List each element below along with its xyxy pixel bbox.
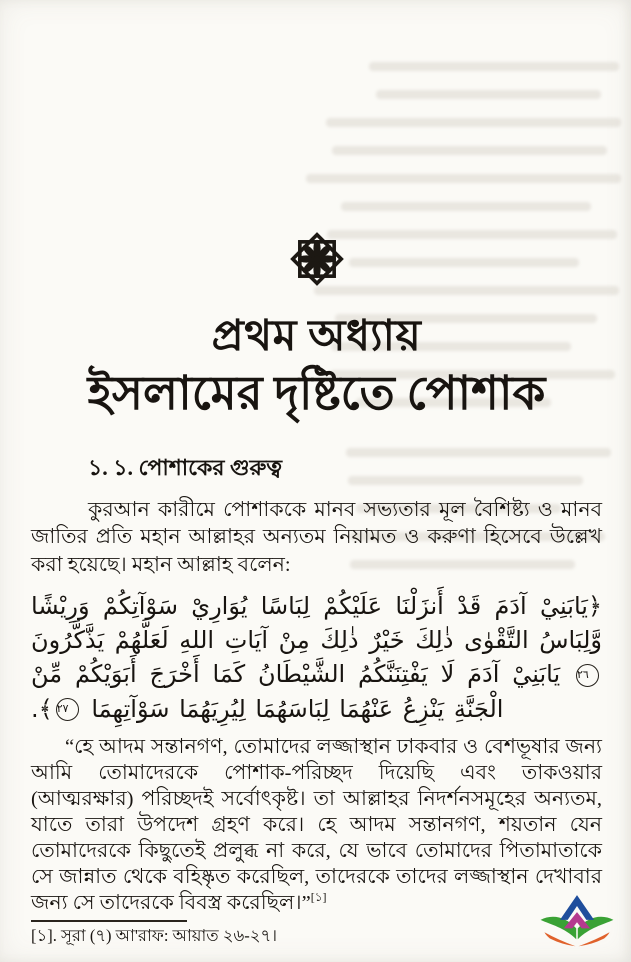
ayah-26-text: يَابَنِيْ آدَمَ قَدْ أَنزَلْنَا عَلَيْكُمْ لِبَاسًا يُوَارِيْ سَوْآتِكُمْ وَرِيْشًا وَّلِبَاسُ التَّقْوٰى ذٰلِكَ خَيْرٌ ذٰلِكَ مِنْ آيَاتِ اللهِ لَعَلَّهُمْ يَذَّكَّرُونَ <box>31 591 602 655</box>
verse-closing-bracket: ﴾. <box>31 694 53 723</box>
page-content <box>31 0 602 947</box>
chapter-ornament-star-icon <box>284 226 350 292</box>
ayah-27-marker: ٢٧ <box>56 698 79 721</box>
chapter-title: প্রথম অধ্যায় <box>211 313 422 360</box>
arabic-verse-block <box>31 589 602 726</box>
publisher-logo-icon <box>538 892 616 954</box>
intro-paragraph: কুরআন কারীমে পোশাককে মানব সভ্যতার মূল বৈশিষ্ট্য ও মানব জাতির প্রতি মহান আল্লাহর অন্যতম নিয়ামত ও করুণা হিসেবে উল্লেখ করা হয়েছে। মহান আল্লাহ বলেন: <box>31 499 602 576</box>
section-heading: ১. ১. পোশাকের গুরুত্ব <box>88 455 283 481</box>
footnote-text: [১]. সূরা (৭) আ'রাফ: আয়াত ২৬-২৭। <box>31 926 278 946</box>
translation-text: “হে আদম সন্তানগণ, তোমাদের লজ্জাস্থান ঢাকবার ও বেশভূষার জন্য আমি তোমাদেরকে পোশাক-পরিচ্ছদ দিয়েছি এবং তাকওয়ার (আত্মরক্ষার) পরিচ্ছদই সর্বোৎকৃষ্ট। তা আল্লাহর নিদর্শনসমূহের অন্যতম, যাতে তারা উপদেশ গ্রহণ করে। হে আদম সন্তানগণ, শয়তান যেন তোমাদেরকে কিছুতেই প্রলুব্ধ না করে, যে ভাবে তোমাদের পিতামাতাকে সে জান্নাত থেকে বহিষ্কৃত করেছিল, তাদেরকে তাদের লজ্জাস্থান দেখাবার জন্য সে তাদেরকে বিবস্ত্র করেছিল।” <box>31 736 602 915</box>
translation-paragraph <box>31 734 602 916</box>
footnote-reference: [১] <box>310 890 327 905</box>
ayah-26-marker: ٢٦ <box>576 664 599 687</box>
chapter-subtitle: ইসলামের দৃষ্টিতে পোশাক <box>87 368 546 421</box>
footnote-divider <box>31 920 187 922</box>
ayah-27-text: يَابَنِيْ آدَمَ لَا يَفْتِنَنَّكُمُ الشَّيْطَانُ كَمَا أَخْرَجَ أَبَوَيْكُمْ مِّنْ الْجَنَّةِ يَنْزِعُ عَنْهُمَا لِبَاسَهُمَا لِيُرِيَهُمَا سَوْآتِهِمَا <box>31 660 561 723</box>
verse-opening-bracket: ﴿ <box>587 591 602 620</box>
ornament-rosette <box>297 240 335 278</box>
